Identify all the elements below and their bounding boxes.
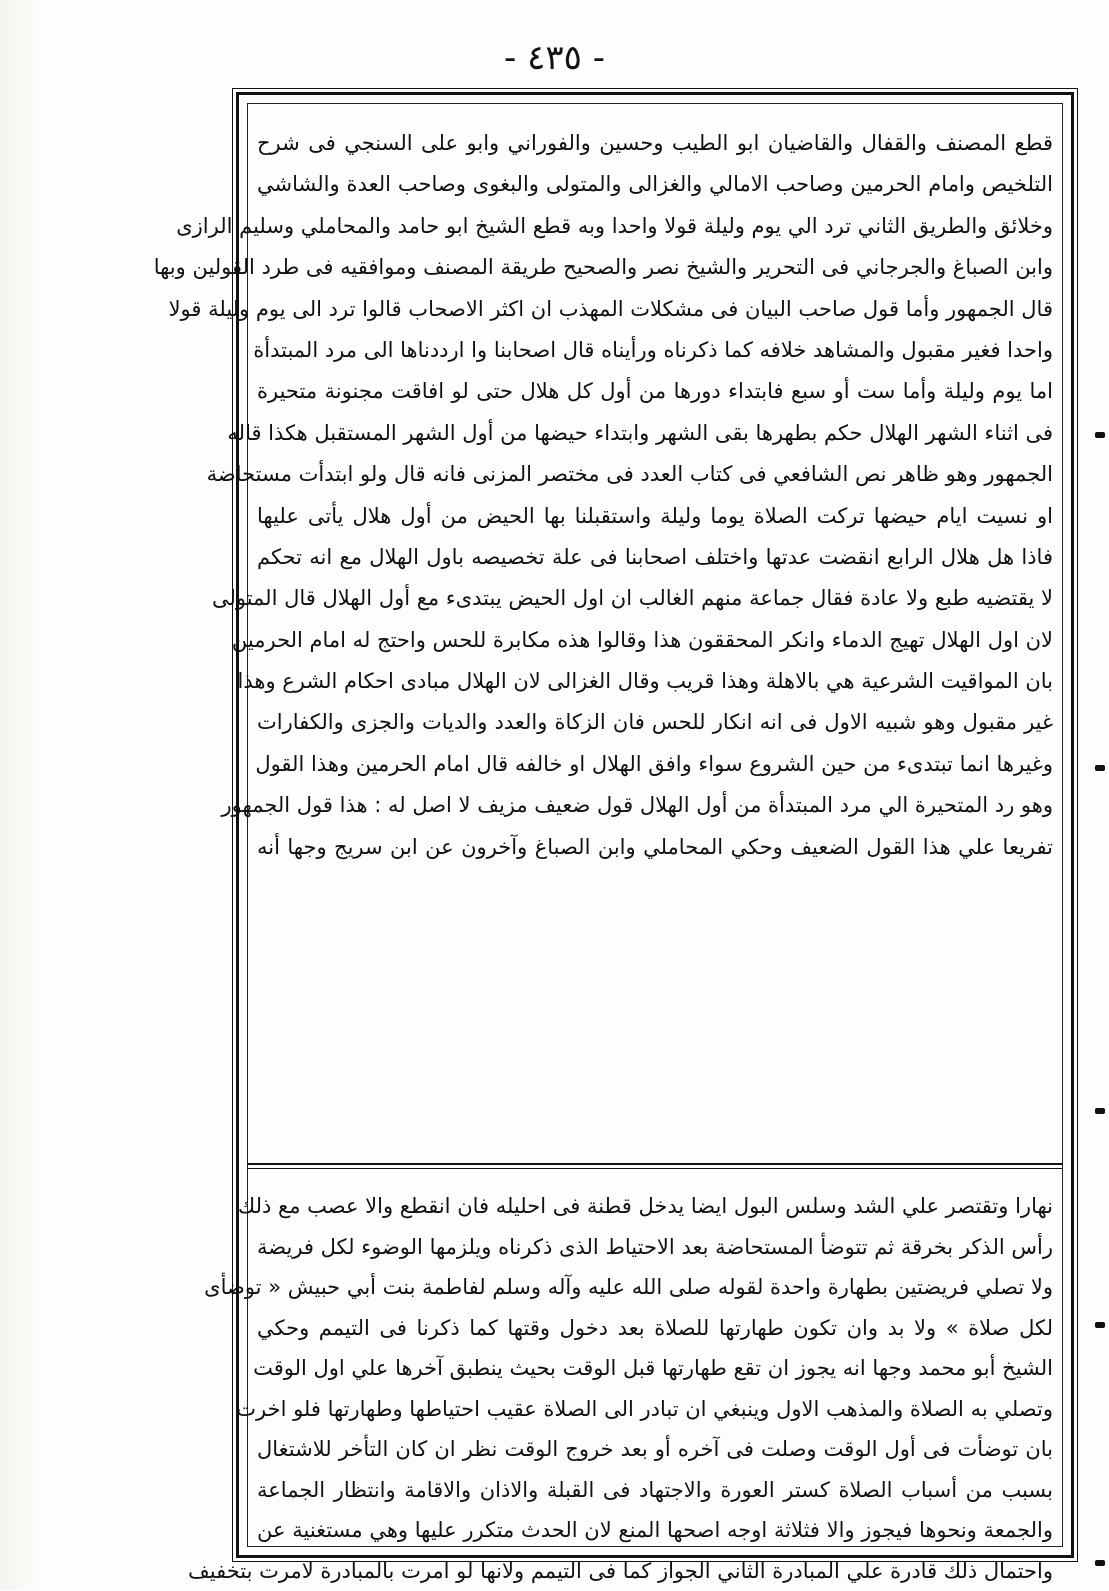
- page-number: - ٤٣٥ -: [0, 38, 1109, 78]
- main-text-line: وغيرها انما تبتدىء من حين الشروع سواء وافق الهلال او خالفه قال امام الحرمين وهذا القول: [257, 744, 1053, 785]
- margin-mark: [1095, 1322, 1105, 1328]
- footnote-text-line: رأس الذكر بخرقة ثم تتوضأ المستحاضة بعد الاحتياط الذى ذكرناه ويلزمها الوضوء لكل فريضة: [257, 1227, 1053, 1268]
- main-text-line: غير مقبول وهو شبيه الاول فى انه انكار للحس فان الزكاة والعدد والديات والجزى والكفارات: [257, 702, 1053, 743]
- main-text-line: التلخيص وامام الحرمين وصاحب الامالي والغزالى والمتولى والبغوى وصاحب العدة والشاشي: [257, 164, 1053, 205]
- footnote-text-line: ولا تصلي فريضتين بطهارة واحدة لقوله صلى الله عليه وآله وسلم لفاطمة بنت أبي حبيش « توضأى: [257, 1267, 1053, 1308]
- footnote-text-line: واحتمال ذلك قادرة علي المبادرة الثاني الجواز كما فى التيمم ولانها لو امرت بالمبادرة لامرت بتخفيف: [257, 1551, 1053, 1591]
- main-text-line: بان المواقيت الشرعية هي بالاهلة وهذا قريب وقال الغزالى لان الهلال مبادى احكام الشرع وهذا: [257, 661, 1053, 702]
- text-frame: [236, 92, 1074, 1558]
- main-text-line: تفريعا علي هذا القول الضعيف وحكي المحاملي وابن الصباغ وآخرون عن ابن سريج وجها أنه: [257, 827, 1053, 868]
- footnote-text-line: وتصلي به الصلاة والمذهب الاول وينبغي ان تبادر الى الصلاة عقيب احتياطها وطهارتها فلو اخرت: [257, 1389, 1053, 1430]
- main-text-line: واحدا فغير مقبول والمشاهد خلافه كما ذكرناه ورأيناه قال اصحابنا وا ارددناها الى مرد المبتدأة: [257, 330, 1053, 371]
- main-text-block: [257, 123, 1053, 868]
- main-text-line: وخلائق والطريق الثاني ترد الي يوم وليلة قولا واحدا وبه قطع الشيخ ابو حامد والمحاملي وسليم الرازى: [257, 206, 1053, 247]
- main-text-line: وهو رد المتحيرة الي مرد المبتدأة من أول الهلال قول ضعيف مزيف لا اصل له : هذا قول الجمهور: [257, 785, 1053, 826]
- footnote-text-line: بسبب من أسباب الصلاة كستر العورة والاجتهاد فى القبلة والاذان والاقامة وانتظار الجماعة: [257, 1470, 1053, 1511]
- main-text-line: وابن الصباغ والجرجاني فى التحرير والشيخ نصر والصحيح طريقة المصنف وموافقيه فى طرد القولين وبها: [257, 247, 1053, 288]
- main-text-line: اما يوم وليلة وأما ست أو سبع فابتداء دورها من أول كل هلال حتى لو افاقت مجنونة متحيرة: [257, 371, 1053, 412]
- footnote-text-line: نهارا وتقتصر علي الشد وسلس البول ايضا يدخل قطنة فى احليله فان انقطع والا عصب مع ذلك: [257, 1186, 1053, 1227]
- main-text-line: لا يقتضيه طبع ولا عادة فقال جماعة منهم الغالب ان اول الحيض يبتدىء مع أول الهلال قال المتولى: [257, 578, 1053, 619]
- main-text-line: او نسيت ايام حيضها تركت الصلاة يوما وليلة واستقبلنا بها الحيض من أول هلال يأتى عليها: [257, 496, 1053, 537]
- main-text-line: لان اول الهلال تهيج الدماء وانكر المحققون هذا وقالوا هذه مكابرة للحس واحتج له امام الحرمين: [257, 620, 1053, 661]
- main-text-line: الجمهور وهو ظاهر نص الشافعي فى كتاب العدد فى مختصر المزنى فانه قال ولو ابتدأت مستحاضة: [257, 454, 1053, 495]
- main-text-line: قطع المصنف والقفال والقاضيان ابو الطيب وحسين والفوراني وابو على السنجي فى شرح: [257, 123, 1053, 164]
- footnote-text-line: لكل صلاة » ولا بد وان تكون طهارتها للصلاة بعد دخول وقتها كما ذكرنا فى التيمم وحكي: [257, 1308, 1053, 1349]
- main-text-line: قال الجمهور وأما قول صاحب البيان فى مشكلات المهذب ان اكثر الاصحاب قالوا ترد الى يوم وليلة قولا: [257, 289, 1053, 330]
- footnote-text-line: بان توضأت فى أول الوقت وصلت فى آخره أو بعد خروج الوقت نظر ان كان التأخر للاشتغال: [257, 1429, 1053, 1470]
- margin-mark: [1095, 1560, 1105, 1566]
- scan-edge-shadow: [0, 0, 40, 1590]
- footnote-text-line: والجمعة ونحوها فيجوز والا فثلاثة اوجه اصحها المنع لان الحدث متكرر عليها وهي مستغنية عن: [257, 1510, 1053, 1551]
- footnote-text-line: الشيخ أبو محمد وجها انه يجوز ان تقع طهارتها قبل الوقت بحيث ينطبق آخرها علي اول الوقت: [257, 1348, 1053, 1389]
- section-divider: [247, 1163, 1063, 1165]
- footnote-text-block: [257, 1186, 1053, 1591]
- margin-mark: [1095, 765, 1105, 771]
- margin-mark: [1095, 432, 1105, 438]
- margin-mark: [1095, 1108, 1105, 1114]
- main-text-line: فاذا هل هلال الرابع انقضت عدتها واختلف اصحابنا فى علة تخصيصه باول الهلال مع انه تحكم: [257, 537, 1053, 578]
- main-text-line: فى اثناء الشهر الهلال حكم بطهرها بقى الشهر وابتداء حيضها من أول الشهر المستقبل هكذا قاله: [257, 413, 1053, 454]
